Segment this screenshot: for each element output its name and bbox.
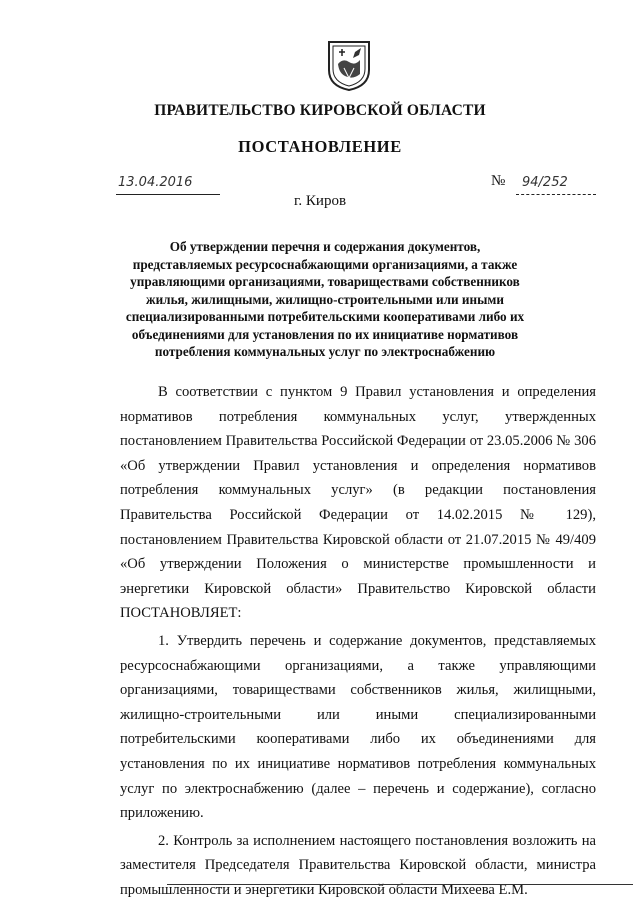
coat-of-arms-icon: [327, 40, 371, 92]
paragraph-item-1: 1. Утвердить перечень и содержание документов, представляемых ресурсоснабжающими организациями, а также управляющими организациями, товариществами собственников жилья, жилищными, жилищно-строительными или иными специализированными потребительскими кооперативами либо их объединениями для установления по их инициативе нормативов потребления коммунальных услуг по электроснабжению (далее – перечень и содержание), согласно приложению.: [120, 632, 596, 822]
footer-divider: [167, 884, 633, 885]
paragraph-preamble: В соответствии с пунктом 9 Правил установления и определения нормативов потребления коммунальных услуг, утвержденных постановлением Правительства Российской Федерации от 23.05.2006 № 306 «Об утверждении Правил установления и определения нормативов потребления коммунальных услуг» (в редакции постановления Правительства Российской Федерации от 14.02.2015 № 129), постановлением Правительства Кировской области от 21.07.2015 № 49/409 «Об утверждении Положения о министерстве промышленности и энергетики Кировской области» Правительство Кировской области ПОСТАНОВЛЯЕТ:: [120, 384, 596, 622]
document-date: 13.04.2016: [116, 175, 220, 195]
city: г. Киров: [293, 193, 347, 209]
document-type-heading: ПОСТАНОВЛЕНИЕ: [238, 137, 402, 156]
paragraph-item-2: 2. Контроль за исполнением настоящего постановления возложить на заместителя Председателя Правительства Кировской области, министра промышленности и энергетики Кировской области Михеева Е.М.: [120, 832, 596, 898]
number-label: №: [491, 173, 506, 189]
document-number: 94/252: [516, 175, 596, 195]
government-heading: ПРАВИТЕЛЬСТВО КИРОВСКОЙ ОБЛАСТИ: [154, 102, 486, 119]
document-title: Об утверждении перечня и содержания документов, представляемых ресурсоснабжающими организациями, а также управляющими организациями, товариществами собственников жилья, жилищными, жилищно-строительными или иными специализированными потребительскими кооперативами либо их объединениями для установления по их инициативе нормативов потребления коммунальных услуг по электроснабжению: [125, 239, 525, 359]
document-body: [120, 380, 596, 902]
